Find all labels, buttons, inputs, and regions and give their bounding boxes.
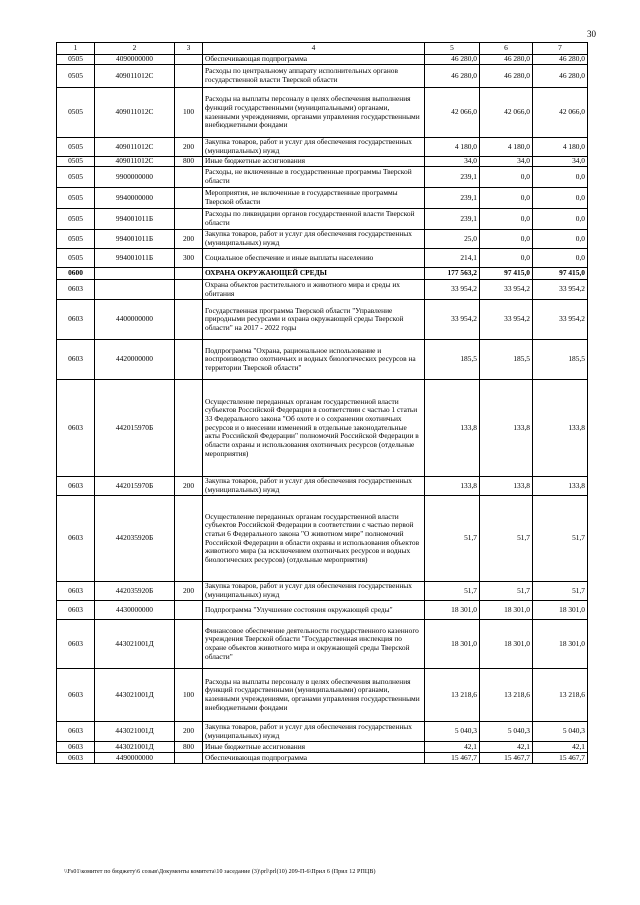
- section-code-cell: 0505: [57, 167, 95, 188]
- header-col-1: 1: [57, 43, 95, 55]
- description-cell: Расходы по центральному аппарату исполнительных органов государственной власти Тверской области: [203, 65, 425, 88]
- amount-col-5-cell: 15 467,7: [425, 753, 480, 764]
- expense-type-cell: 300: [175, 249, 203, 268]
- description-cell: Государственная программа Тверской области "Управление природными ресурсами и охрана окружающей среды Тверской области" на 2017 - 2022 годы: [203, 300, 425, 340]
- section-code-cell: 0603: [57, 477, 95, 496]
- section-code-cell: 0603: [57, 722, 95, 742]
- expense-type-cell: [175, 340, 203, 380]
- description-cell: Расходы, не включенные в государственные программы Тверской области: [203, 167, 425, 188]
- expense-type-cell: [175, 55, 203, 65]
- amount-col-7-cell: 15 467,7: [533, 753, 588, 764]
- description-cell: Закупка товаров, работ и услуг для обеспечения государственных (муниципальных) нужд: [203, 477, 425, 496]
- expense-type-cell: 200: [175, 138, 203, 157]
- section-code-cell: 0505: [57, 230, 95, 249]
- section-code-cell: 0505: [57, 138, 95, 157]
- header-col-3: 3: [175, 43, 203, 55]
- description-cell: Подпрограмма "Улучшение состояния окружающей среды": [203, 601, 425, 620]
- amount-col-7-cell: 18 301,0: [533, 620, 588, 669]
- expense-type-cell: 200: [175, 582, 203, 601]
- amount-col-6-cell: 133,8: [480, 477, 533, 496]
- section-code-cell: 0505: [57, 249, 95, 268]
- table-row: [57, 65, 588, 88]
- article-code-cell: 409011012С: [95, 157, 175, 167]
- article-code-cell: 9900000000: [95, 167, 175, 188]
- amount-col-6-cell: 5 040,3: [480, 722, 533, 742]
- amount-col-6-cell: 185,5: [480, 340, 533, 380]
- expense-type-cell: [175, 268, 203, 280]
- expense-type-cell: [175, 65, 203, 88]
- article-code-cell: [95, 268, 175, 280]
- article-code-cell: 994001011Б: [95, 230, 175, 249]
- amount-col-7-cell: 133,8: [533, 477, 588, 496]
- article-code-cell: 409011012С: [95, 88, 175, 138]
- description-cell: Иные бюджетные ассигнования: [203, 742, 425, 753]
- article-code-cell: 4420000000: [95, 340, 175, 380]
- description-cell: Социальное обеспечение и иные выплаты населению: [203, 249, 425, 268]
- article-code-cell: [95, 280, 175, 300]
- expense-type-cell: [175, 188, 203, 209]
- article-code-cell: 442015970Б: [95, 380, 175, 477]
- amount-col-5-cell: 239,1: [425, 167, 480, 188]
- description-cell: Обеспечивающая подпрограмма: [203, 753, 425, 764]
- expense-type-cell: [175, 753, 203, 764]
- table-row: [57, 167, 588, 188]
- amount-col-6-cell: 51,7: [480, 582, 533, 601]
- article-code-cell: 443021001Д: [95, 620, 175, 669]
- amount-col-5-cell: 33 954,2: [425, 280, 480, 300]
- description-cell: Осуществление переданных органам государственной власти субъектов Российской Федерации в соответствии с частью 1 статьи 33 Федерального закона "Об охоте и о сохранении охотничьих ресурсов и о внесении изменений в отдельные законодательные акты Российской Федерации" полномочий Российской Федерации в области охраны и использования охотничьих ресурсов (отдельные мероприятия): [203, 380, 425, 477]
- amount-col-6-cell: 13 218,6: [480, 669, 533, 722]
- section-code-cell: 0505: [57, 209, 95, 230]
- amount-col-5-cell: 13 218,6: [425, 669, 480, 722]
- amount-col-6-cell: 0,0: [480, 188, 533, 209]
- amount-col-5-cell: 51,7: [425, 582, 480, 601]
- amount-col-5-cell: 239,1: [425, 188, 480, 209]
- expense-type-cell: 800: [175, 157, 203, 167]
- section-code-cell: 0603: [57, 601, 95, 620]
- amount-col-7-cell: 51,7: [533, 582, 588, 601]
- table-row: [57, 157, 588, 167]
- amount-col-5-cell: 34,0: [425, 157, 480, 167]
- article-code-cell: 4400000000: [95, 300, 175, 340]
- amount-col-6-cell: 34,0: [480, 157, 533, 167]
- amount-col-7-cell: 46 280,0: [533, 55, 588, 65]
- article-code-cell: 443021001Д: [95, 722, 175, 742]
- amount-col-7-cell: 97 415,0: [533, 268, 588, 280]
- amount-col-5-cell: 33 954,2: [425, 300, 480, 340]
- header-col-4: 4: [203, 43, 425, 55]
- amount-col-7-cell: 5 040,3: [533, 722, 588, 742]
- expense-type-cell: [175, 300, 203, 340]
- amount-col-7-cell: 4 180,0: [533, 138, 588, 157]
- expense-type-cell: 200: [175, 230, 203, 249]
- expense-type-cell: 200: [175, 477, 203, 496]
- article-code-cell: 994001011Б: [95, 249, 175, 268]
- section-code-cell: 0603: [57, 753, 95, 764]
- table-row: [57, 300, 588, 340]
- section-code-cell: 0505: [57, 65, 95, 88]
- section-code-cell: 0505: [57, 188, 95, 209]
- amount-col-6-cell: 0,0: [480, 249, 533, 268]
- amount-col-5-cell: 46 280,0: [425, 55, 480, 65]
- table-row: [57, 582, 588, 601]
- amount-col-5-cell: 214,1: [425, 249, 480, 268]
- header-col-6: 6: [480, 43, 533, 55]
- amount-col-7-cell: 0,0: [533, 249, 588, 268]
- description-cell: Мероприятия, не включенные в государственные программы Тверской области: [203, 188, 425, 209]
- section-code-cell: 0603: [57, 742, 95, 753]
- header-col-5: 5: [425, 43, 480, 55]
- table-row: [57, 249, 588, 268]
- amount-col-5-cell: 239,1: [425, 209, 480, 230]
- amount-col-7-cell: 33 954,2: [533, 300, 588, 340]
- amount-col-7-cell: 185,5: [533, 340, 588, 380]
- amount-col-6-cell: 133,8: [480, 380, 533, 477]
- amount-col-7-cell: 18 301,0: [533, 601, 588, 620]
- section-code-cell: 0603: [57, 380, 95, 477]
- section-code-cell: 0603: [57, 340, 95, 380]
- article-code-cell: 443021001Д: [95, 742, 175, 753]
- amount-col-6-cell: 42 066,0: [480, 88, 533, 138]
- expense-type-cell: 100: [175, 88, 203, 138]
- header-col-2: 2: [95, 43, 175, 55]
- amount-col-5-cell: 133,8: [425, 380, 480, 477]
- amount-col-6-cell: 4 180,0: [480, 138, 533, 157]
- table-header-row: [57, 43, 588, 55]
- description-cell: Закупка товаров, работ и услуг для обеспечения государственных (муниципальных) нужд: [203, 582, 425, 601]
- amount-col-5-cell: 46 280,0: [425, 65, 480, 88]
- amount-col-6-cell: 0,0: [480, 167, 533, 188]
- description-cell: Закупка товаров, работ и услуг для обеспечения государственных (муниципальных) нужд: [203, 722, 425, 742]
- amount-col-7-cell: 51,7: [533, 496, 588, 582]
- expense-type-cell: [175, 620, 203, 669]
- section-code-cell: 0603: [57, 620, 95, 669]
- description-cell: Расходы по ликвидации органов государственной власти Тверской области: [203, 209, 425, 230]
- amount-col-6-cell: 18 301,0: [480, 601, 533, 620]
- expense-type-cell: [175, 601, 203, 620]
- expense-type-cell: [175, 496, 203, 582]
- table-row: [57, 753, 588, 764]
- budget-table: [56, 42, 588, 764]
- footer-file-path: \\Fs01\комитет по бюджету\6 созыв\Документы комитета\10 заседание (3)\prl\prl(10) 209-П-6\Прил 6 (Прил 12 РПЦВ): [64, 869, 376, 875]
- expense-type-cell: 100: [175, 669, 203, 722]
- amount-col-5-cell: 177 563,2: [425, 268, 480, 280]
- table-row: [57, 477, 588, 496]
- article-code-cell: 442035920Б: [95, 582, 175, 601]
- table-row: [57, 88, 588, 138]
- table-row: [57, 188, 588, 209]
- header-col-7: 7: [533, 43, 588, 55]
- amount-col-7-cell: 133,8: [533, 380, 588, 477]
- article-code-cell: 9940000000: [95, 188, 175, 209]
- section-code-cell: 0505: [57, 157, 95, 167]
- table-row: [57, 268, 588, 280]
- table-row: [57, 620, 588, 669]
- section-code-cell: 0600: [57, 268, 95, 280]
- amount-col-7-cell: 42,1: [533, 742, 588, 753]
- amount-col-7-cell: 0,0: [533, 230, 588, 249]
- amount-col-7-cell: 0,0: [533, 167, 588, 188]
- article-code-cell: 994001011Б: [95, 209, 175, 230]
- amount-col-6-cell: 15 467,7: [480, 753, 533, 764]
- table-row: [57, 601, 588, 620]
- amount-col-5-cell: 133,8: [425, 477, 480, 496]
- amount-col-6-cell: 0,0: [480, 230, 533, 249]
- amount-col-5-cell: 185,5: [425, 340, 480, 380]
- amount-col-5-cell: 5 040,3: [425, 722, 480, 742]
- section-code-cell: 0603: [57, 300, 95, 340]
- table-row: [57, 55, 588, 65]
- amount-col-7-cell: 33 954,2: [533, 280, 588, 300]
- amount-col-5-cell: 18 301,0: [425, 620, 480, 669]
- description-cell: Финансовое обеспечение деятельности государственного казенного учреждения Тверской области "Государственная инспекция по охране объектов животного мира и окружающей среды Тверской области": [203, 620, 425, 669]
- amount-col-5-cell: 42 066,0: [425, 88, 480, 138]
- table-row: [57, 669, 588, 722]
- description-cell: Закупка товаров, работ и услуг для обеспечения государственных (муниципальных) нужд: [203, 230, 425, 249]
- table-row: [57, 380, 588, 477]
- amount-col-7-cell: 34,0: [533, 157, 588, 167]
- description-cell: ОХРАНА ОКРУЖАЮЩЕЙ СРЕДЫ: [203, 268, 425, 280]
- amount-col-6-cell: 46 280,0: [480, 55, 533, 65]
- article-code-cell: 4490000000: [95, 753, 175, 764]
- article-code-cell: 442015970Б: [95, 477, 175, 496]
- amount-col-6-cell: 0,0: [480, 209, 533, 230]
- expense-type-cell: [175, 167, 203, 188]
- table-row: [57, 340, 588, 380]
- section-code-cell: 0603: [57, 669, 95, 722]
- description-cell: Охрана объектов растительного и животного мира и среды их обитания: [203, 280, 425, 300]
- table-row: [57, 722, 588, 742]
- amount-col-6-cell: 33 954,2: [480, 280, 533, 300]
- section-code-cell: 0603: [57, 280, 95, 300]
- table-row: [57, 280, 588, 300]
- table-row: [57, 138, 588, 157]
- description-cell: Обеспечивающая подпрограмма: [203, 55, 425, 65]
- section-code-cell: 0505: [57, 88, 95, 138]
- amount-col-7-cell: 42 066,0: [533, 88, 588, 138]
- amount-col-5-cell: 4 180,0: [425, 138, 480, 157]
- expense-type-cell: 800: [175, 742, 203, 753]
- expense-type-cell: [175, 280, 203, 300]
- amount-col-5-cell: 18 301,0: [425, 601, 480, 620]
- expense-type-cell: 200: [175, 722, 203, 742]
- table-body: [57, 55, 588, 764]
- amount-col-6-cell: 97 415,0: [480, 268, 533, 280]
- description-cell: Иные бюджетные ассигнования: [203, 157, 425, 167]
- amount-col-6-cell: 51,7: [480, 496, 533, 582]
- amount-col-6-cell: 33 954,2: [480, 300, 533, 340]
- amount-col-5-cell: 51,7: [425, 496, 480, 582]
- section-code-cell: 0603: [57, 582, 95, 601]
- expense-type-cell: [175, 209, 203, 230]
- description-cell: Расходы на выплаты персоналу в целях обеспечения выполнения функций государственными (муниципальными) органами, казенными учреждениями, органами управления государственными внебюджетными фондами: [203, 669, 425, 722]
- amount-col-6-cell: 42,1: [480, 742, 533, 753]
- article-code-cell: 4090000000: [95, 55, 175, 65]
- amount-col-6-cell: 46 280,0: [480, 65, 533, 88]
- expense-type-cell: [175, 380, 203, 477]
- table-row: [57, 209, 588, 230]
- article-code-cell: 409011012С: [95, 138, 175, 157]
- amount-col-6-cell: 18 301,0: [480, 620, 533, 669]
- description-cell: Расходы на выплаты персоналу в целях обеспечения выполнения функций государственными (муниципальными) органами, казенными учреждениями, органами управления государственными внебюджетными фондами: [203, 88, 425, 138]
- page-number: 30: [587, 29, 596, 39]
- article-code-cell: 442035920Б: [95, 496, 175, 582]
- amount-col-7-cell: 0,0: [533, 188, 588, 209]
- article-code-cell: 409011012С: [95, 65, 175, 88]
- amount-col-5-cell: 25,0: [425, 230, 480, 249]
- article-code-cell: 4430000000: [95, 601, 175, 620]
- description-cell: Подпрограмма "Охрана, рациональное использование и воспроизводство охотничьих и водных биологических ресурсов на территории Тверской области": [203, 340, 425, 380]
- table-row: [57, 742, 588, 753]
- description-cell: Осуществление переданных органам государственной власти субъектов Российской Федерации в соответствии с частью первой статьи 6 Федерального закона "О животном мире" полномочий Российской Федерации в области охраны и использования объектов животного мира (за исключением охотничьих ресурсов и водных биологических ресурсов) (отдельные мероприятия): [203, 496, 425, 582]
- table-row: [57, 496, 588, 582]
- amount-col-7-cell: 13 218,6: [533, 669, 588, 722]
- amount-col-7-cell: 46 280,0: [533, 65, 588, 88]
- amount-col-7-cell: 0,0: [533, 209, 588, 230]
- section-code-cell: 0603: [57, 496, 95, 582]
- article-code-cell: 443021001Д: [95, 669, 175, 722]
- amount-col-5-cell: 42,1: [425, 742, 480, 753]
- table-row: [57, 230, 588, 249]
- description-cell: Закупка товаров, работ и услуг для обеспечения государственных (муниципальных) нужд: [203, 138, 425, 157]
- section-code-cell: 0505: [57, 55, 95, 65]
